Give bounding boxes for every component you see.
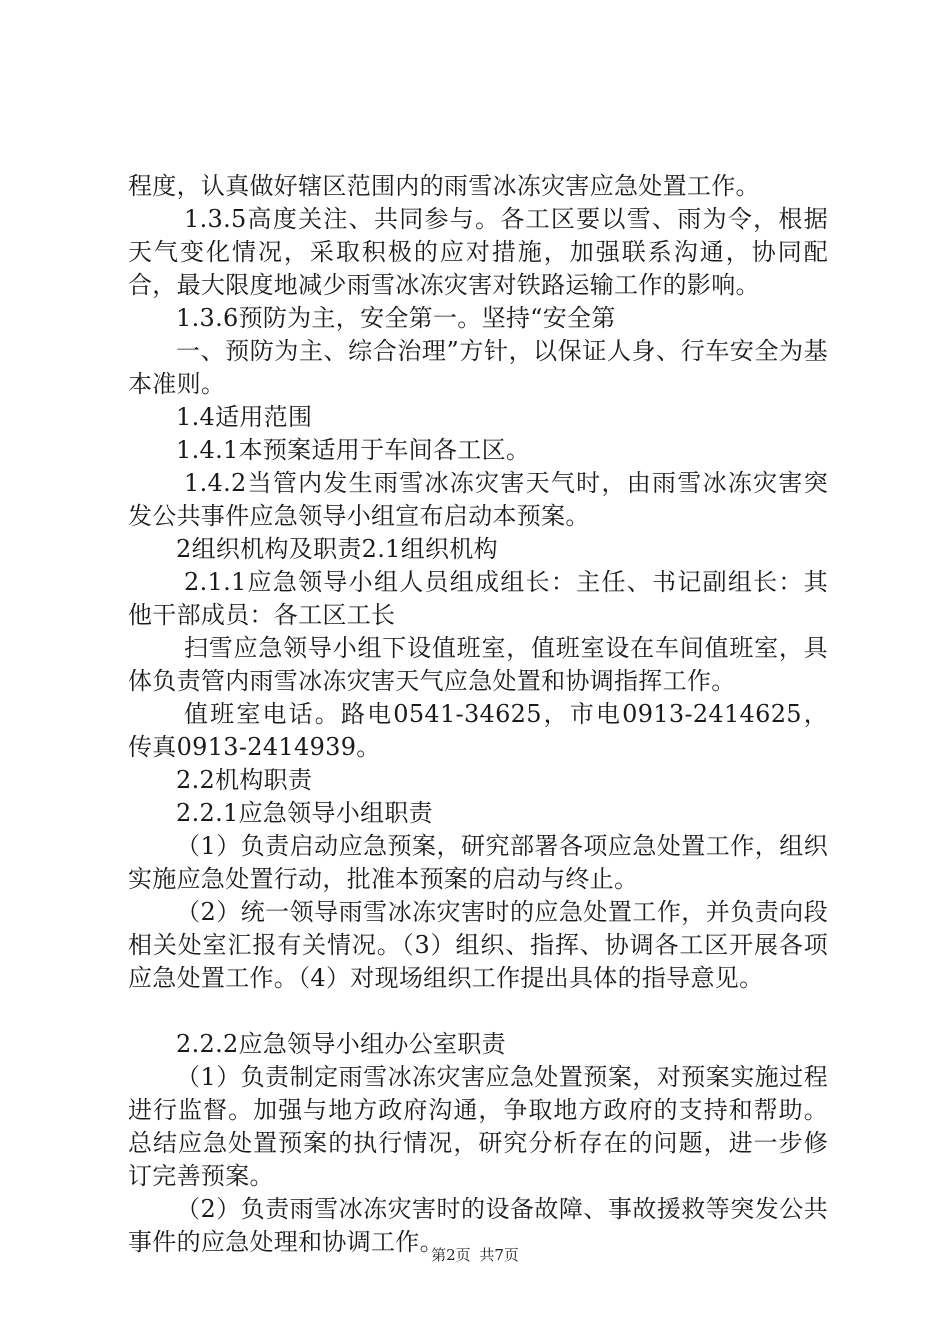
page-footer: 第2页 共7页 [431,1246,519,1264]
paragraph-2-1-1: 2.1.1应急领导小组人员组成组长：主任、书记副组长：其他干部成员：各工区工长 [128,568,828,629]
document-body [128,170,828,1259]
heading-2-2-2: 2.2.2应急领导小组办公室职责 [176,1030,506,1058]
paragraph-1-4-1: 1.4.1本预案适用于车间各工区。 [176,436,531,464]
heading-2: 2组织机构及职责2.1组织机构 [176,535,498,563]
heading-2-2: 2.2机构职责 [176,766,313,794]
paragraph-office-duty-1: （1）负责制定雨雪冰冻灾害应急处置预案，对预案实施过程进行监督。加强与地方政府沟通，争取地方政府的支持和帮助。总结应急处置预案的执行情况，研究分析存在的问题，进一步修订完善预案。 [128,1063,828,1190]
paragraph-1-3-6-continued: 一、预防为主、综合治理”方针，以保证人身、行车安全为基本准则。 [128,337,828,398]
paragraph-duty-1: （1）负责启动应急预案，研究部署各项应急处置工作，组织实施应急处置行动，批准本预案的启动与终止。 [128,832,828,893]
heading-1-4: 1.4适用范围 [176,403,313,431]
paragraph-duty-room: 扫雪应急领导小组下设值班室，值班室设在车间值班室，具体负责管内雨雪冰冻灾害天气应急处置和协调指挥工作。 [128,634,828,695]
paragraph-1-4-2: 1.4.2当管内发生雨雪冰冻灾害天气时，由雨雪冰冻灾害突发公共事件应急领导小组宣布启动本预案。 [128,469,828,530]
heading-2-2-1: 2.2.1应急领导小组职责 [176,799,433,827]
paragraph-office-duty-2: （2）负责雨雪冰冻灾害时的设备故障、事故援救等突发公共事件的应急处理和协调工作。 [128,1195,828,1256]
paragraph-duty-2: （2）统一领导雨雪冰冻灾害时的应急处置工作，并负责向段相关处室汇报有关情况。（3）组织、指挥、协调各工区开展各项应急处置工作。（4）对现场组织工作提出具体的指导意见。 [128,898,828,992]
paragraph-continuation: 程度，认真做好辖区范围内的雨雪冰冻灾害应急处置工作。 [128,172,760,200]
paragraph-1-3-6: 1.3.6预防为主，安全第一。坚持“安全第 [176,304,616,332]
paragraph-1-3-5: 1.3.5高度关注、共同参与。各工区要以雪、雨为令，根据天气变化情况，采取积极的应对措施，加强联系沟通，协同配合，最大限度地减少雨雪冰冻灾害对铁路运输工作的影响。 [128,205,828,299]
paragraph-duty-phone: 值班室电话。路电0541-34625，市电0913-2414625，传真0913-2414939。 [128,700,828,761]
